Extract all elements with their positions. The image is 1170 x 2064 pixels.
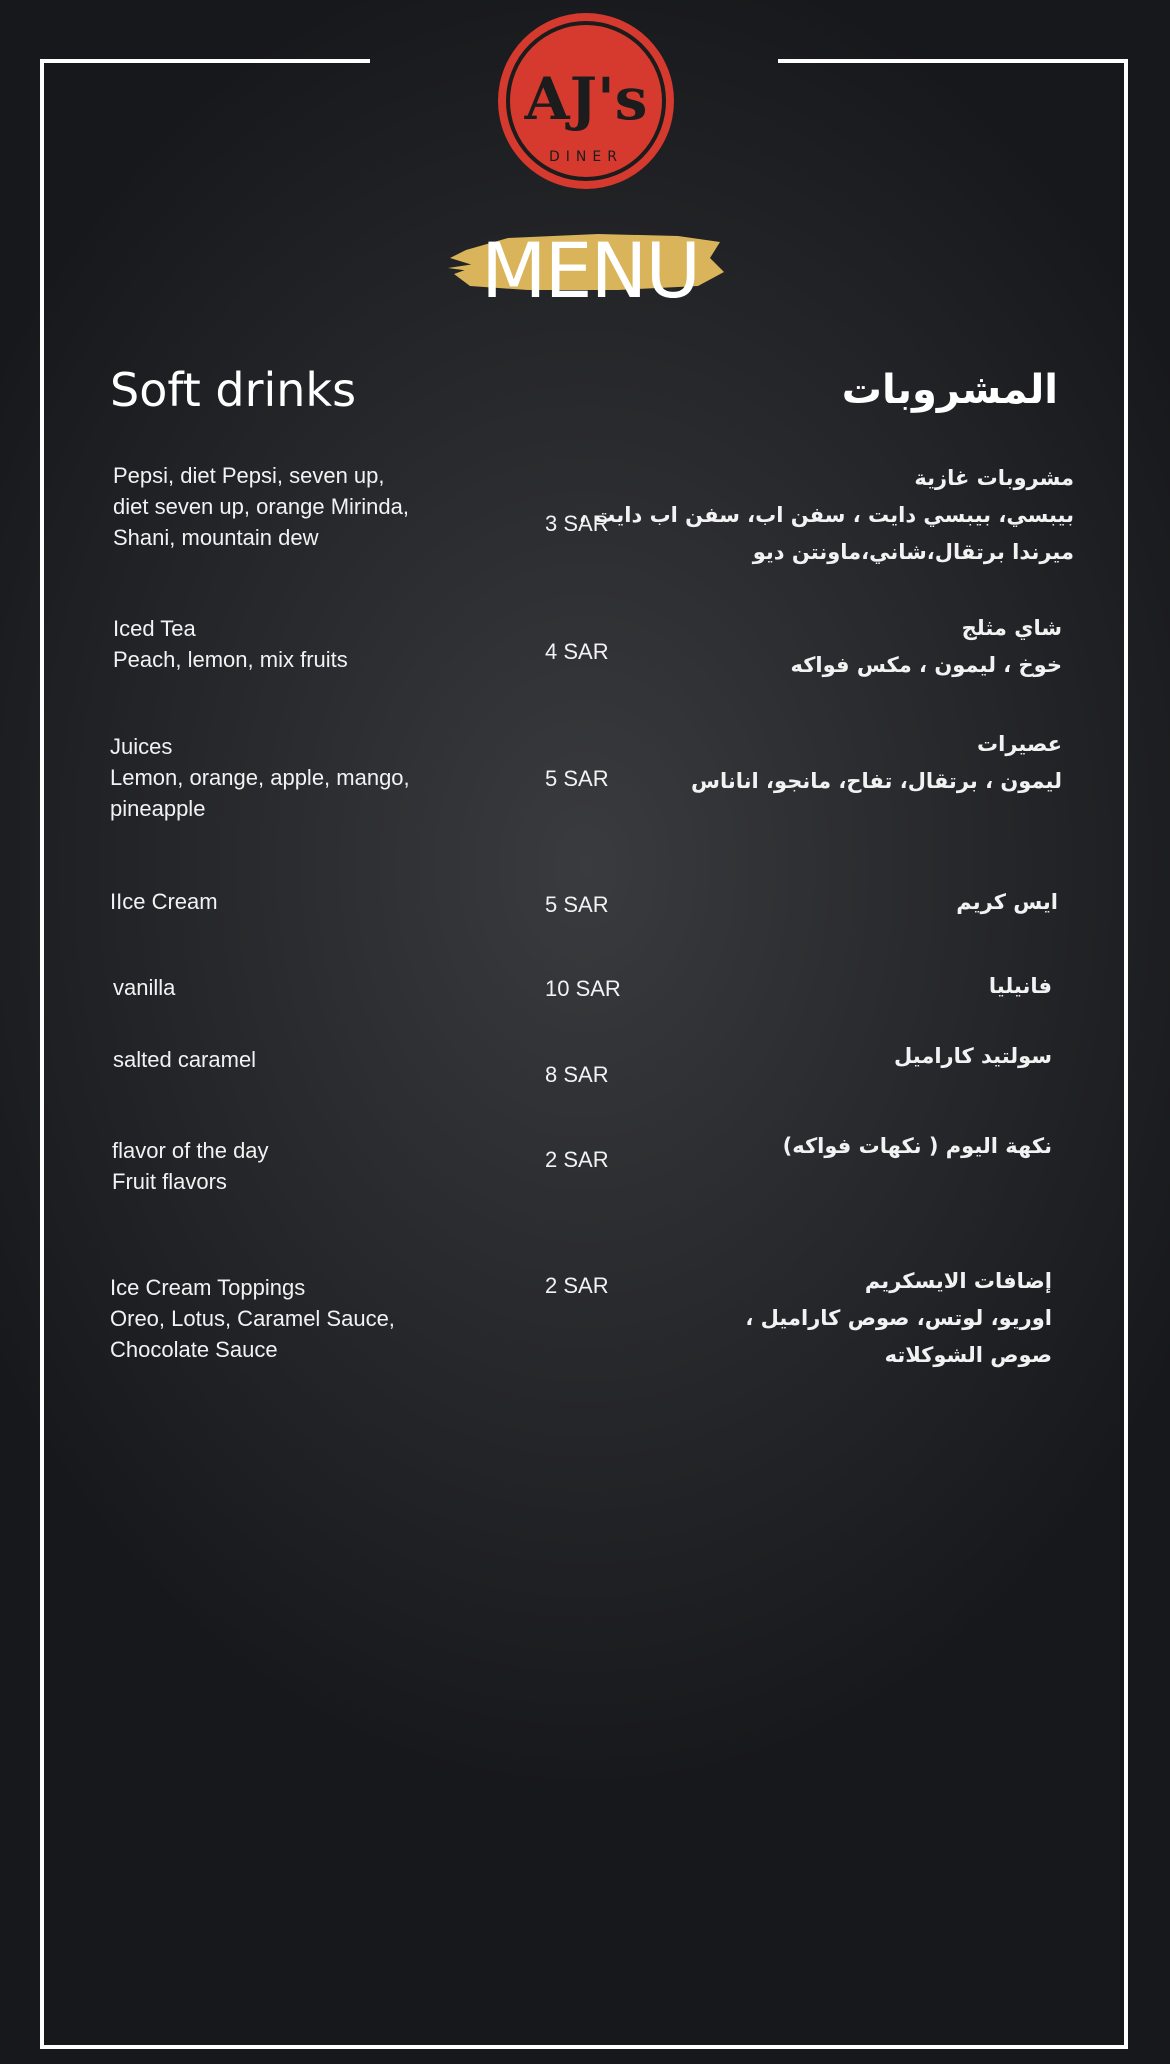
logo-text: AJ's <box>524 65 648 133</box>
item-iced-tea-en: Iced Tea Peach, lemon, mix fruits <box>113 616 348 672</box>
item-toppings-price: 2 SAR <box>545 1273 609 1298</box>
item-flavor-of-day-price: 2 SAR <box>545 1147 609 1172</box>
frame-top-right <box>778 59 1128 63</box>
item-juices-ar: عصيرات ليمون ، برتقال، تفاح، مانجو، اناناس <box>691 732 1062 793</box>
ajs-diner-logo <box>496 11 676 191</box>
heading-drinks-arabic: المشروبات <box>841 367 1058 413</box>
item-ice-cream-price: 5 SAR <box>545 892 609 917</box>
item-salted-caramel-en: salted caramel <box>113 1047 257 1072</box>
menu-title: MENU <box>480 226 700 315</box>
item-vanilla-ar: فانيليا <box>988 974 1052 998</box>
item-iced-tea-price: 4 SAR <box>545 639 609 664</box>
item-juices-price: 5 SAR <box>545 766 609 791</box>
frame-top-left <box>40 59 370 63</box>
frame-right <box>1124 59 1128 2049</box>
item-flavor-of-day-ar: نكهة اليوم ( نكهات فواكه) <box>782 1134 1052 1158</box>
item-juices-en: Juices Lemon, orange, apple, mango, pineapple <box>110 734 410 821</box>
frame-bottom <box>40 2045 1128 2049</box>
item-salted-caramel-ar: سولتيد كاراميل <box>894 1044 1052 1068</box>
item-ice-cream-en: IIce Cream <box>110 889 218 914</box>
item-vanilla-price: 10 SAR <box>545 976 621 1001</box>
item-soft-drinks-ar: مشروبات غازية بيبسي، بيبسي دايت ، سفن اب، سفن اب دايت ، ميرندا برتقال،شاني،ماونتن ديو <box>578 466 1074 564</box>
heading-soft-drinks: Soft drinks <box>110 363 357 417</box>
item-soft-drinks-en: Pepsi, diet Pepsi, seven up, diet seven up, orange Mirinda, Shani, mountain dew <box>113 463 409 550</box>
item-toppings-ar: إضافات الايسكريم اوريو، لوتس، صوص كاراميل ، صوص الشوكلاته <box>745 1269 1052 1367</box>
item-soft-drinks-price: 3 SAR <box>545 511 609 536</box>
item-iced-tea-ar: شاي مثلج خوخ ، ليمون ، مكس فواكه <box>790 616 1062 677</box>
logo-subtext: DINER <box>549 149 623 165</box>
item-salted-caramel-price: 8 SAR <box>545 1062 609 1087</box>
item-flavor-of-day-en: flavor of the day Fruit flavors <box>112 1138 269 1194</box>
item-toppings-en: Ice Cream Toppings Oreo, Lotus, Caramel Sauce, Chocolate Sauce <box>110 1275 395 1362</box>
item-ice-cream-ar: ايس كريم <box>956 890 1058 914</box>
item-vanilla-en: vanilla <box>113 975 176 1000</box>
frame-left <box>40 59 44 2049</box>
